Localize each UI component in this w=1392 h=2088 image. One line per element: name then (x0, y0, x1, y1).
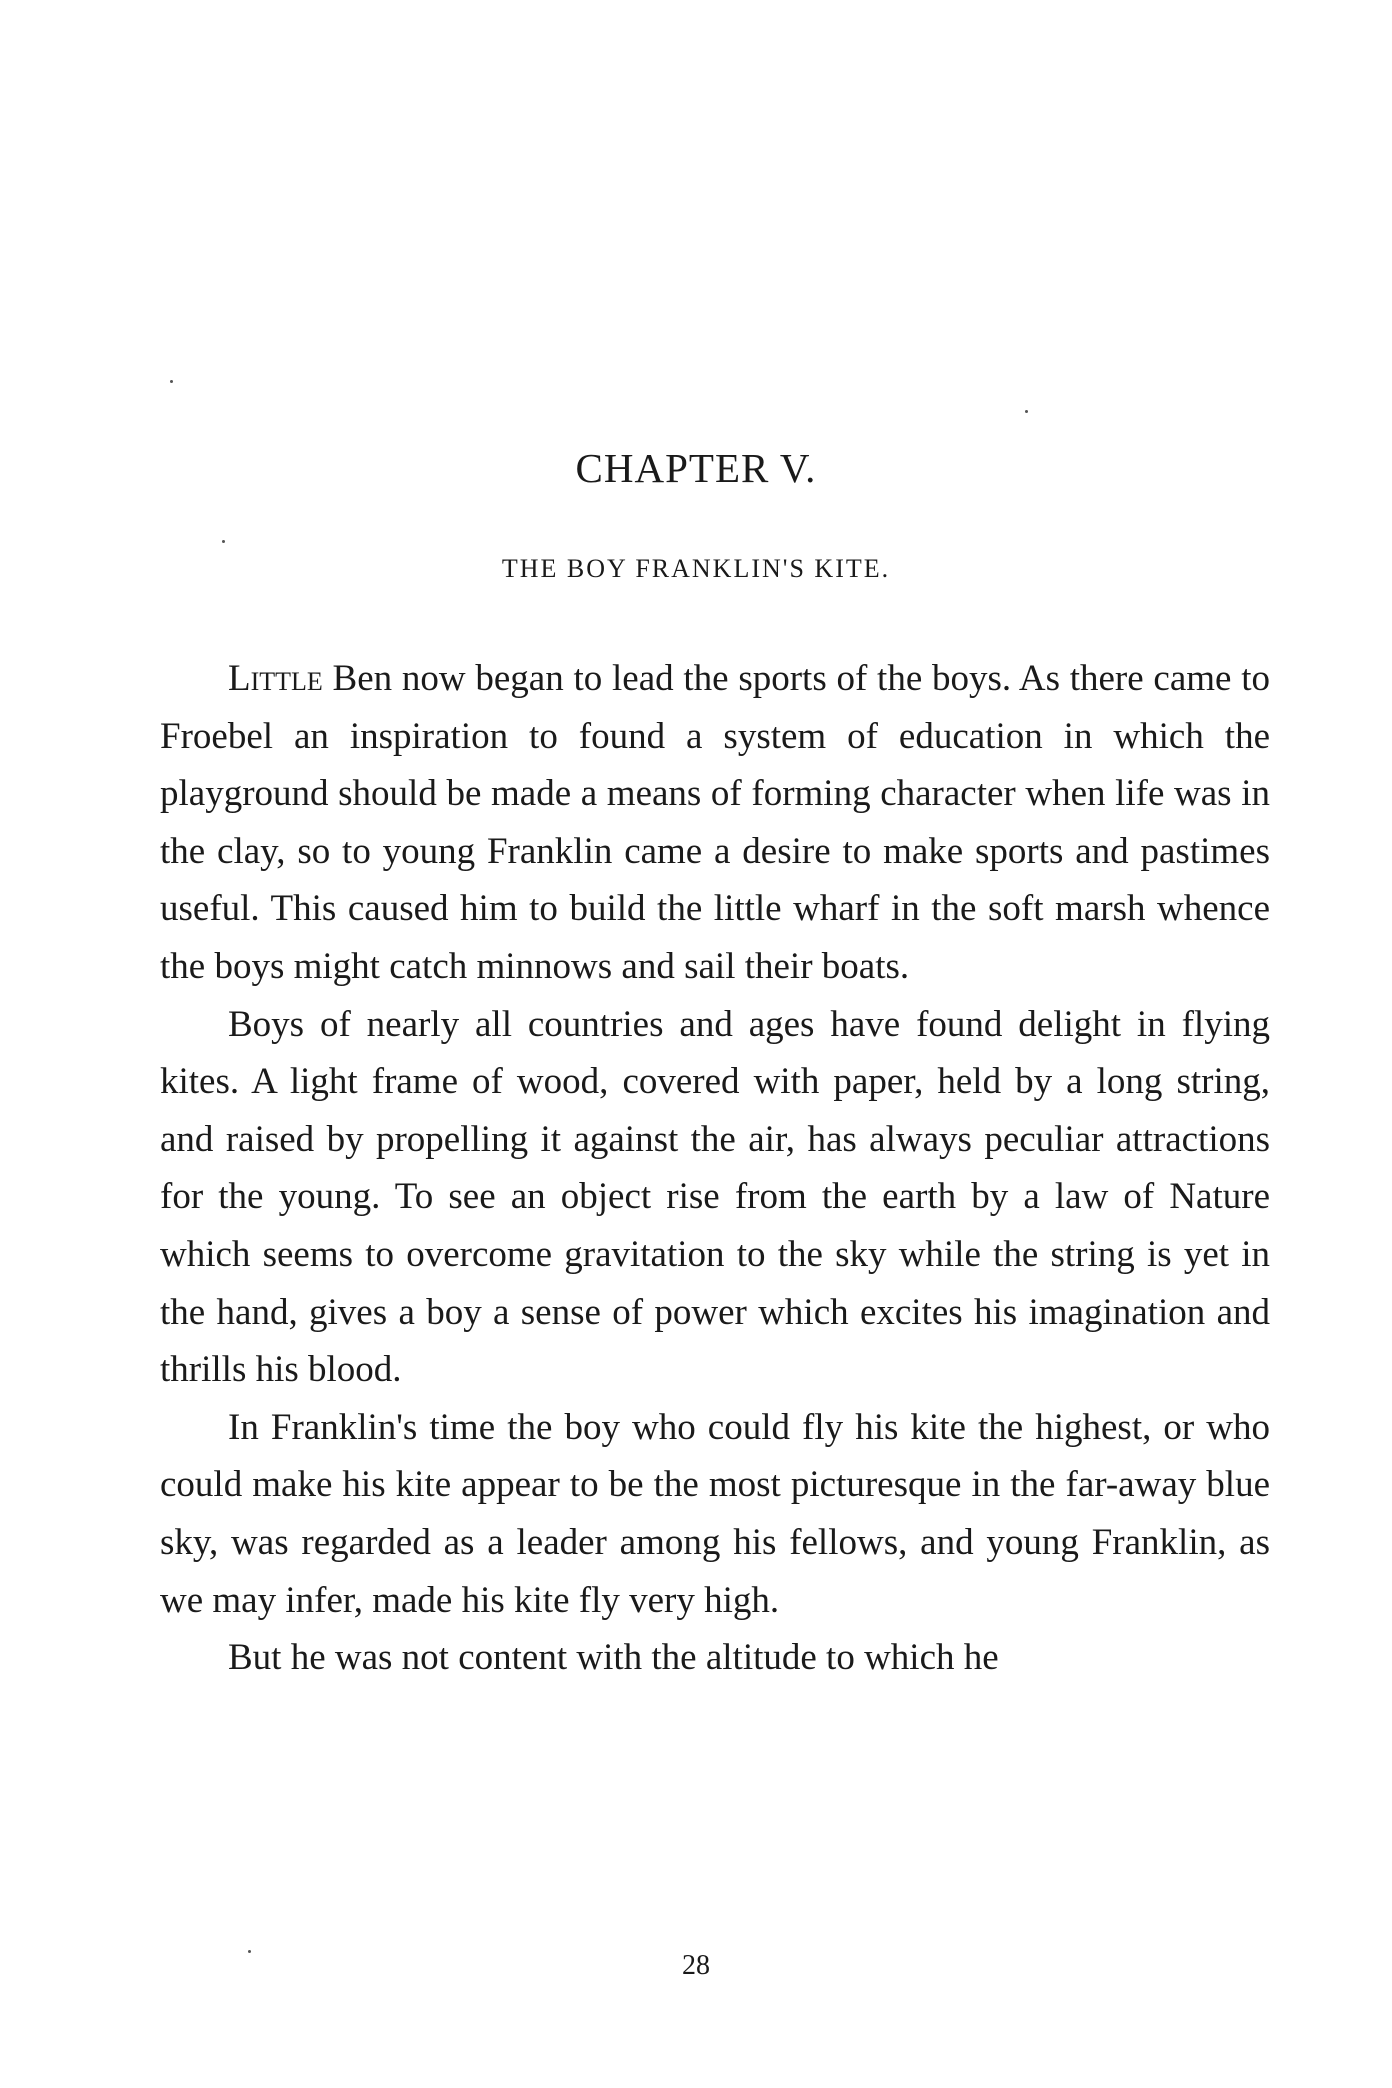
paragraph-1 (160, 650, 1270, 996)
paragraph-3: In Franklin's time the boy who could fly his kite the highest, or who could make his kite appear to be the most picturesque in the far-away blue sky, was regarded as a leader among his fellows, and young Franklin, as we may infer, made his kite fly very high. (160, 1406, 1270, 1621)
paragraph-text: Ben now began to lead the sports of the boys. As there came to Froebel an inspiration to found a system of education in which the playground should be made a means of forming character when life was in the clay, so to young Franklin came a desire to make sports and pastimes useful. This caused him to build the little wharf in the soft marsh whence the boys might catch minnows and sail their boats. (160, 658, 1270, 987)
paragraph-4: But he was not content with the altitude to which he (228, 1637, 999, 1679)
chapter-title: CHAPTER V. (575, 445, 817, 491)
paragraph-opening-word: Little (228, 658, 323, 699)
page-number: 28 (682, 1950, 710, 1981)
scan-speck (222, 540, 225, 543)
scan-speck (1025, 410, 1028, 413)
paragraph-2: Boys of nearly all countries and ages have found delight in flying kites. A light frame of wood, covered with paper, held by a long string, and raised by propelling it against the air, has always peculiar attractions for the young. To see an object rise from the earth by a law of Nature which seems to overcome gravitation to the sky while the string is yet in the hand, gives a boy a sense of power which excites his imagination and thrills his blood. (160, 1003, 1270, 1391)
chapter-body (160, 650, 1270, 1687)
scan-speck (170, 380, 173, 383)
chapter-subtitle: THE BOY FRANKLIN'S KITE. (501, 554, 891, 583)
